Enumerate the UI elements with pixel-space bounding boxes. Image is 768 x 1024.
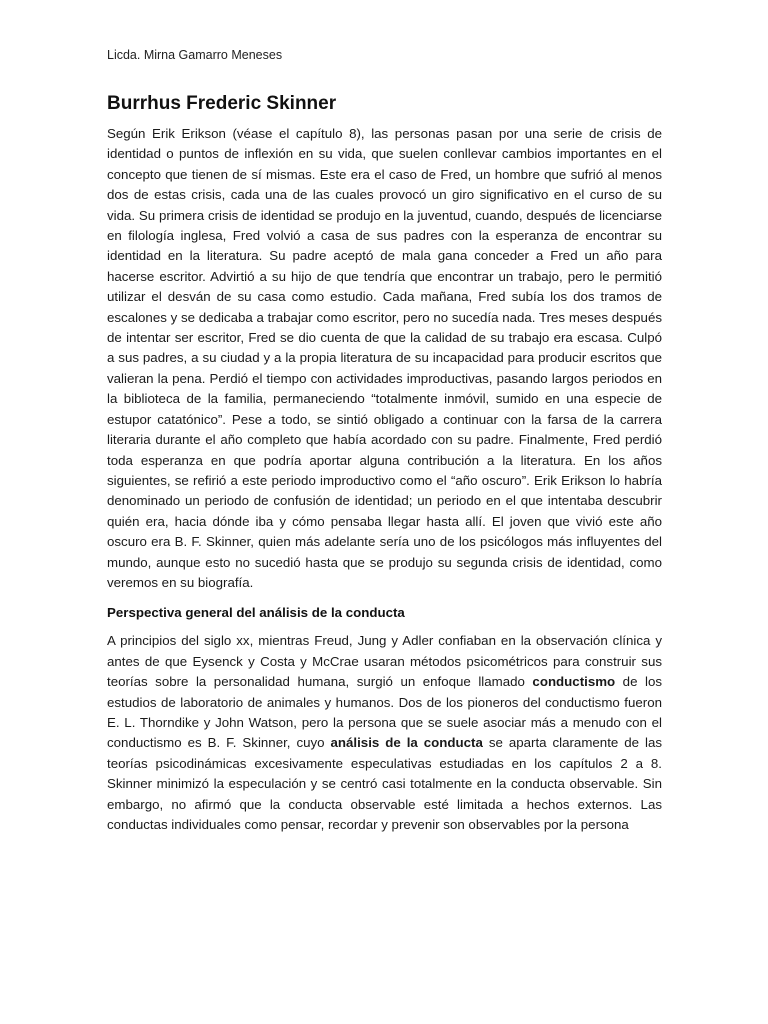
paragraph-behavior-analysis [107, 631, 662, 835]
section-subtitle: Perspectiva general del análisis de la conducta [107, 605, 405, 621]
paragraph-text-part2: de los estudios de laboratorio de animales y humanos. Dos de los pioneros del conductismo fueron E. L. Thorndike y John Watson, pero la persona que se suele asociar más a menudo con el conductismo es B. F. Skinner, cuyo [107, 674, 662, 751]
term-conductismo: conductismo [532, 674, 616, 690]
paragraph-text-part1: A principios del siglo xx, mientras Freud, Jung y Adler confiaban en la observación clínica y antes de que Eysenck y Costa y McCrae usaran métodos psicométricos para construir sus teorías sobre la personalidad humana, surgió un enfoque llamado [107, 633, 662, 690]
page-header-author: Licda. Mirna Gamarro Meneses [107, 48, 283, 62]
document-title: Burrhus Frederic Skinner [107, 93, 337, 114]
paragraph-text-part3: se aparta claramente de las teorías psicodinámicas excesivamente especulativas estudiadas en los capítulos 2 a 8. Skinner minimizó la especulación y se centró casi totalmente en la conducta observable. Sin embargo, no afirmó que la conducta observable esté limitada a hechos externos. Las conductas individuales como pensar, recordar y prevenir son observables por la persona [107, 735, 662, 832]
term-analisis-conducta: análisis de la conducta [330, 735, 483, 751]
paragraph-intro: Según Erik Erikson (véase el capítulo 8), las personas pasan por una serie de crisis de identidad o puntos de inflexión en su vida, que suelen conllevar cambios importantes en el concepto que tienen de sí mismas. Este era el caso de Fred, un hombre que sufrió al menos dos de estas crisis, cada una de las cuales provocó un giro significativo en el curso de su vida. Su primera crisis de identidad se produjo en la juventud, cuando, después de licenciarse en filología inglesa, Fred volvió a casa de sus padres con la esperanza de encontrar su identidad en la literatura. Su padre aceptó de mala gana conceder a Fred un año para hacerse escritor. Advirtió a su hijo de que tendría que encontrar un trabajo, pero le permitió utilizar el desván de su casa como estudio. Cada mañana, Fred subía los dos tramos de escalones y se dedicaba a trabajar como escritor, pero no sucedía nada. Tres meses después de intentar ser escritor, Fred se dio cuenta de que la calidad de su trabajo era escasa. Culpó a sus padres, a su ciudad y a la propia literatura de su incapacidad para producir escritos que valieran la pena. Perdió el tiempo con actividades improductivas, pasando largos periodos en la biblioteca de la familia, permaneciendo “totalmente inmóvil, sumido en una especie de estupor catatónico”. Pese a todo, se sintió obligado a continuar con la farsa de la carrera literaria durante el año completo que había acordado con su padre. Finalmente, Fred perdió toda esperanza en que podría aportar alguna contribución a la literatura. En los años siguientes, se refirió a este periodo improductivo como el “año oscuro”. Erik Erikson lo habría denominado un periodo de confusión de identidad; un periodo en el que intentaba descubrir quién era, hacia dónde iba y cómo pensaba llegar hasta allí. El joven que vivió este año oscuro era B. F. Skinner, quien más adelante sería uno de los psicólogos más influyentes del mundo, aunque esto no sucedió hasta que se produjo su segunda crisis de identidad, como veremos en su biografía. [107, 126, 662, 590]
